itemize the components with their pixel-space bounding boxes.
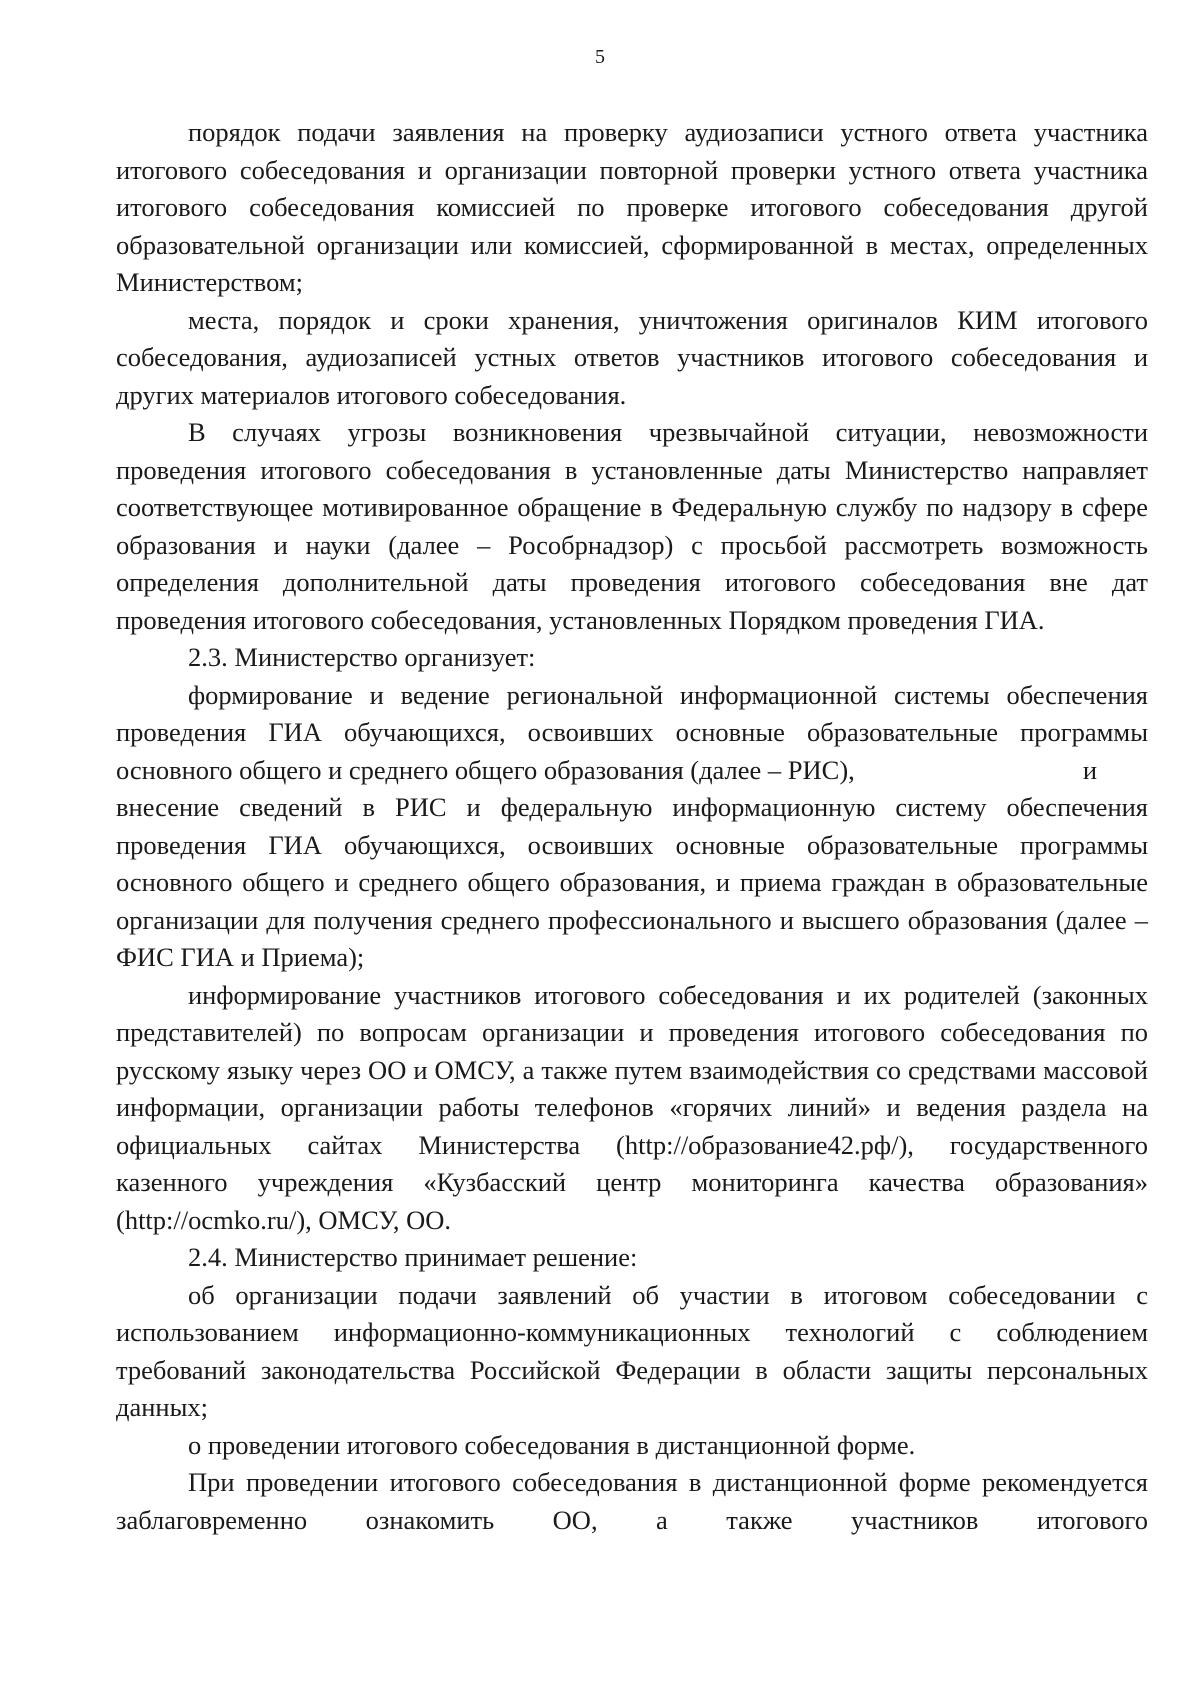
- paragraph: В случаях угрозы возникновения чрезвычайной ситуации, невозможности проведения итогового собеседования в установленные даты Министерство направляет соответствующее мотивированное обращение в Федеральную службу по надзору в сфере образования и науки (далее – Рособрнадзор) с просьбой рассмотреть возможность определения дополнительной даты проведения итогового собеседования вне дат проведения итогового собеседования, установленных Порядком проведения ГИА.: [116, 417, 1148, 635]
- paragraph-text: формирование и ведение региональной информационной системы обеспечения проведения ГИА обучающихся, освоивших основные образовательные программы основного общего и среднего общего образования (далее – РИС),: [116, 679, 1148, 785]
- paragraph: [116, 677, 1148, 790]
- page-number: 5: [595, 46, 605, 68]
- paragraph: При проведении итогового собеседования в дистанционной форме рекомендуется заблаговременно ознакомить ОО, а также участников итогового: [116, 1467, 1148, 1535]
- section-heading: 2.4. Министерство принимает решение:: [188, 1242, 638, 1272]
- paragraph: об организации подачи заявлений об участии в итоговом собеседовании с использованием информационно-коммуникационных технологий с соблюдением требований законодательства Российской Федерации в области защиты персональных данных;: [116, 1279, 1148, 1422]
- paragraph: информирование участников итогового собеседования и их родителей (законных представителей) по вопросам организации и проведения итогового собеседования по русскому языку через ОО и ОМСУ, а также путем взаимодействия со средствами массовой информации, организации работы телефонов «горячих линий» и ведения раздела на официальных сайтах Министерства (http://образование42.рф/), государственного казенного учреждения «Кузбасский центр мониторинга качества образования» (http://ocmko.ru/), ОМСУ, ОО.: [116, 979, 1148, 1235]
- paragraph: порядок подачи заявления на проверку аудиозаписи устного ответа участника итогового собеседования и организации повторной проверки устного ответа участника итогового собеседования комиссией по проверке итогового собеседования другой образовательной организации или комиссией, сформированной в местах, определенных Министерством;: [116, 117, 1148, 297]
- paragraph: места, порядок и сроки хранения, уничтожения оригиналов КИМ итогового собеседования, аудиозаписей устных ответов участников итогового собеседования и других материалов итогового собеседования.: [116, 304, 1148, 410]
- conjunction-text: и: [1082, 754, 1097, 785]
- paragraph: о проведении итогового собеседования в дистанционной форме.: [188, 1429, 916, 1460]
- document-body: [116, 114, 1148, 1539]
- paragraph: внесение сведений в РИС и федеральную информационную систему обеспечения проведения ГИА обучающихся, освоивших основные образовательные программы основного общего и среднего общего образования, и приема граждан в образовательные организации для получения среднего профессионального и высшего образования (далее – ФИС ГИА и Приема);: [116, 792, 1148, 972]
- section-heading: 2.3. Министерство организует:: [188, 642, 536, 672]
